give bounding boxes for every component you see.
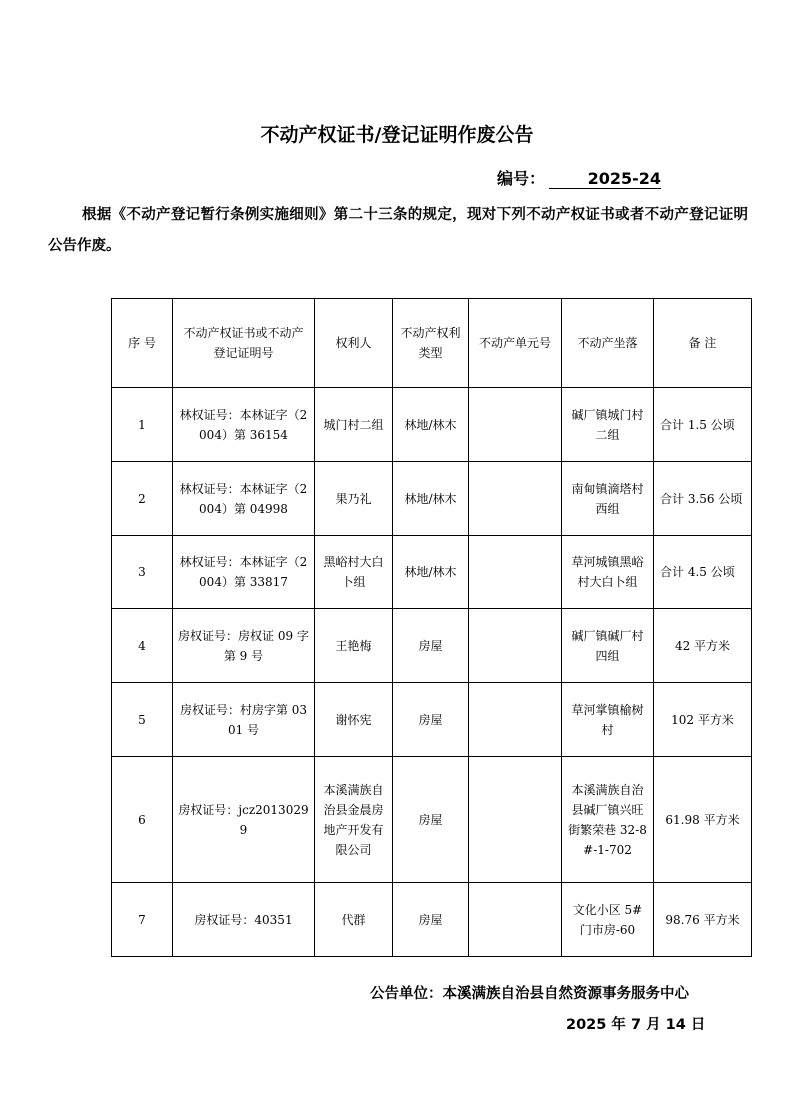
cell-remark: 合计 4.5 公顷 <box>654 536 752 609</box>
cell-type: 房屋 <box>393 609 469 683</box>
table-row <box>112 683 752 757</box>
cell-cert: 房权证号：jcz20130299 <box>173 757 315 883</box>
cell-remark: 61.98 平方米 <box>654 757 752 883</box>
cell-holder: 王艳梅 <box>315 609 393 683</box>
cell-type: 房屋 <box>393 883 469 957</box>
cell-type: 林地/林木 <box>393 388 469 462</box>
cell-location: 本溪满族自治县碱厂镇兴旺街繁荣巷 32-8#-1-702 <box>562 757 654 883</box>
certificate-table <box>111 298 752 957</box>
cell-unit <box>469 757 562 883</box>
cell-no: 6 <box>112 757 173 883</box>
cell-unit <box>469 536 562 609</box>
header-location: 不动产坐落 <box>562 299 654 388</box>
cell-holder: 城门村二组 <box>315 388 393 462</box>
serial-label: 编号： <box>497 169 546 188</box>
table-row <box>112 609 752 683</box>
header-no: 序 号 <box>112 299 173 388</box>
serial-value: 2025-24 <box>549 170 661 189</box>
header-type: 不动产权利类型 <box>393 299 469 388</box>
issue-date: 2025 年 7 月 14 日 <box>566 1017 706 1033</box>
header-cert: 不动产权证书或不动产登记证明号 <box>173 299 315 388</box>
cell-cert: 房权证号：村房字第 0301 号 <box>173 683 315 757</box>
table-row <box>112 536 752 609</box>
header-unit: 不动产单元号 <box>469 299 562 388</box>
cell-no: 5 <box>112 683 173 757</box>
cell-cert: 房权证号：房权证 09 字第 9 号 <box>173 609 315 683</box>
header-holder: 权利人 <box>315 299 393 388</box>
cell-type: 房屋 <box>393 683 469 757</box>
cell-remark: 42 平方米 <box>654 609 752 683</box>
cell-location: 碱厂镇碱厂村四组 <box>562 609 654 683</box>
cell-unit <box>469 388 562 462</box>
cell-type: 房屋 <box>393 757 469 883</box>
cell-unit <box>469 609 562 683</box>
header-remark: 备 注 <box>654 299 752 388</box>
table-row <box>112 883 752 957</box>
cell-type: 林地/林木 <box>393 462 469 536</box>
cell-cert: 林权证号：本林证字（2004）第 04998 <box>173 462 315 536</box>
cell-no: 7 <box>112 883 173 957</box>
cell-type: 林地/林木 <box>393 536 469 609</box>
cell-location: 草河城镇黑峪村大白卜组 <box>562 536 654 609</box>
cell-no: 1 <box>112 388 173 462</box>
cell-remark: 合计 3.56 公顷 <box>654 462 752 536</box>
issuer-line: 公告单位：本溪满族自治县自然资源事务服务中心 <box>370 986 689 1002</box>
cell-cert: 林权证号：本林证字（2004）第 36154 <box>173 388 315 462</box>
cell-holder: 果乃礼 <box>315 462 393 536</box>
page-title: 不动产权证书/登记证明作废公告 <box>260 124 534 146</box>
cell-location: 草河掌镇榆树村 <box>562 683 654 757</box>
cell-unit <box>469 683 562 757</box>
table-header-row <box>112 299 752 388</box>
cell-holder: 谢怀宪 <box>315 683 393 757</box>
cell-no: 3 <box>112 536 173 609</box>
cell-remark: 98.76 平方米 <box>654 883 752 957</box>
cell-no: 4 <box>112 609 173 683</box>
cell-location: 文化小区 5#门市房-60 <box>562 883 654 957</box>
cell-holder: 黑峪村大白卜组 <box>315 536 393 609</box>
serial-number <box>497 166 661 189</box>
cell-cert: 房权证号：40351 <box>173 883 315 957</box>
table-row <box>112 462 752 536</box>
cell-unit <box>469 883 562 957</box>
cell-cert: 林权证号：本林证字（2004）第 33817 <box>173 536 315 609</box>
cell-location: 碱厂镇城门村二组 <box>562 388 654 462</box>
cell-remark: 合计 1.5 公顷 <box>654 388 752 462</box>
cell-location: 南甸镇滴塔村西组 <box>562 462 654 536</box>
cell-holder: 本溪满族自治县金晨房地产开发有限公司 <box>315 757 393 883</box>
table-row <box>112 388 752 462</box>
cell-unit <box>469 462 562 536</box>
table-row <box>112 757 752 883</box>
cell-no: 2 <box>112 462 173 536</box>
cell-remark: 102 平方米 <box>654 683 752 757</box>
intro-paragraph: 根据《不动产登记暂行条例实施细则》第二十三条的规定，现对下列不动产权证书或者不动产登记证明公告作废。 <box>48 207 748 254</box>
cell-holder: 代群 <box>315 883 393 957</box>
